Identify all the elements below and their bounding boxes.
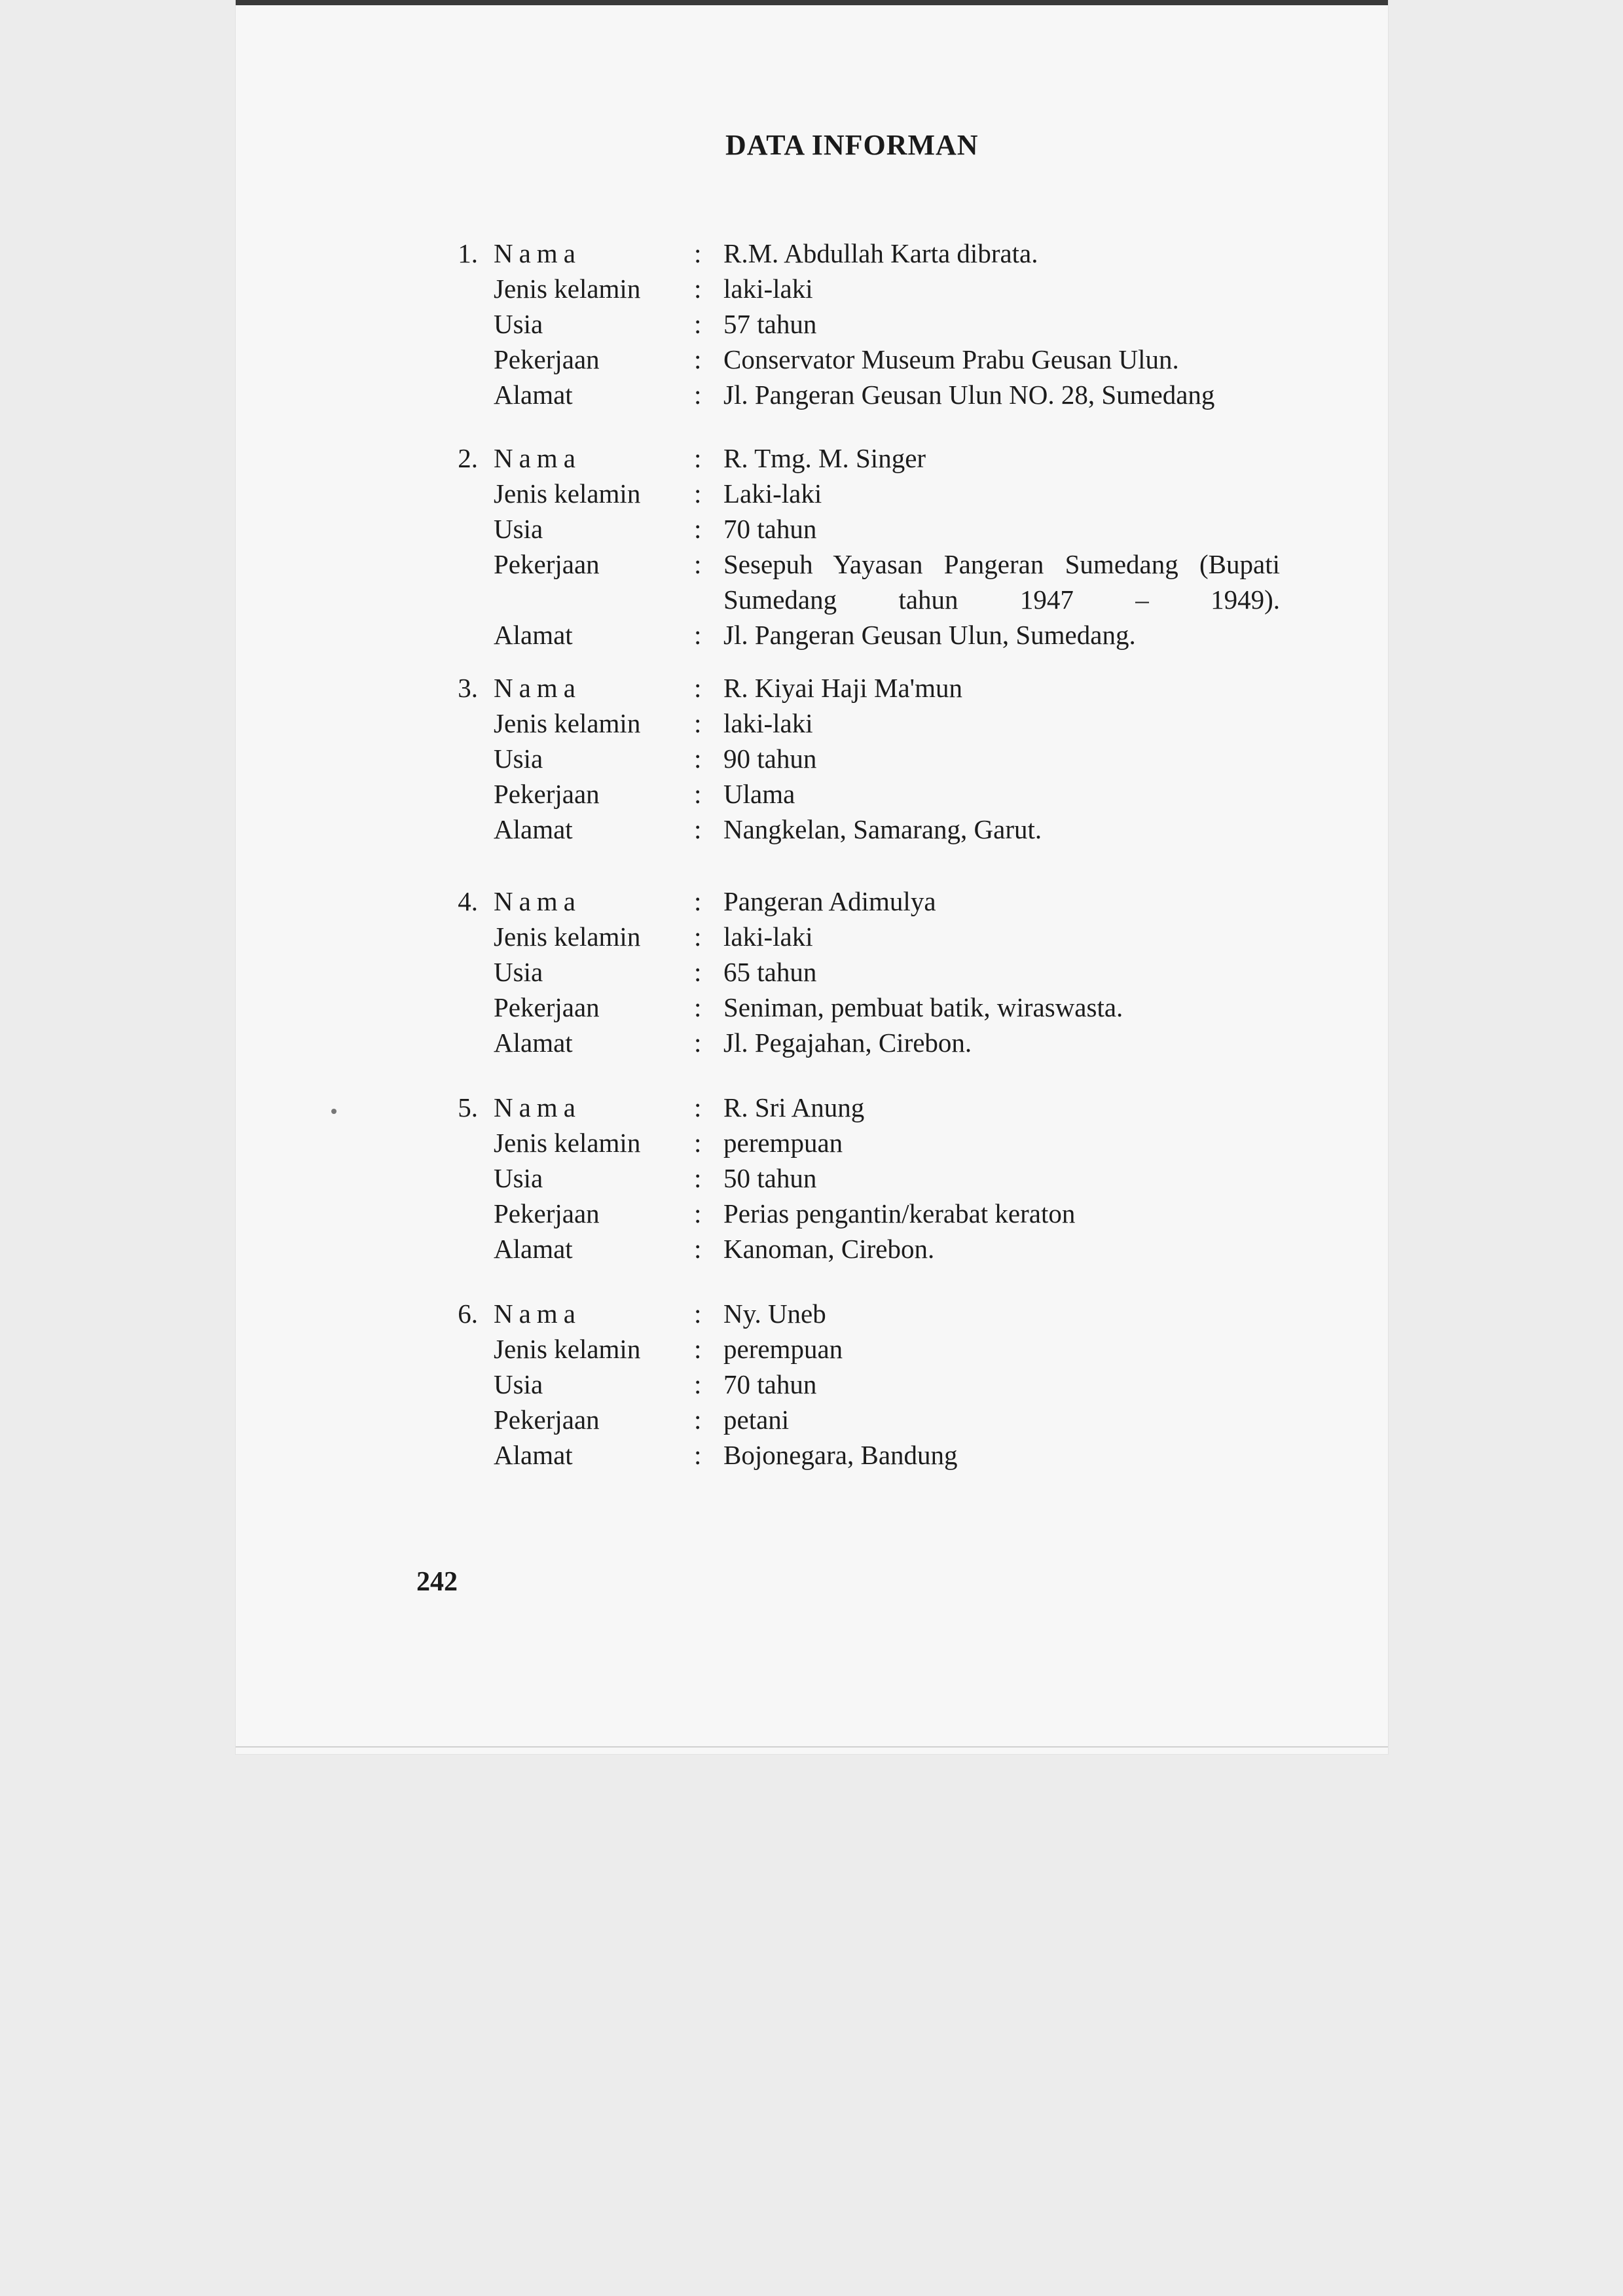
field-label: Nama bbox=[494, 673, 581, 703]
field-value: R. Kiyai Haji Ma'mun bbox=[723, 673, 962, 703]
field-separator: : bbox=[694, 238, 702, 268]
field-separator: : bbox=[694, 886, 702, 916]
page-number: 242 bbox=[416, 1567, 458, 1597]
field-value: perempuan bbox=[723, 1128, 843, 1158]
field-value: Jl. Pangeran Geusan Ulun, Sumedang. bbox=[723, 620, 1136, 650]
field-separator: : bbox=[694, 309, 702, 339]
field-value: Ny. Uneb bbox=[723, 1299, 826, 1329]
informant-entry bbox=[0, 236, 1623, 412]
field-label: Alamat bbox=[494, 1234, 573, 1264]
field-label: Usia bbox=[494, 1369, 543, 1399]
field-value: Jl. Pegajahan, Cirebon. bbox=[723, 1028, 972, 1058]
field-row-jenis-kelamin bbox=[0, 919, 1623, 954]
field-label: Alamat bbox=[494, 1028, 573, 1058]
field-label: Usia bbox=[494, 1163, 543, 1193]
field-separator: : bbox=[694, 344, 702, 374]
informant-entry bbox=[0, 884, 1623, 1060]
field-row-pekerjaan bbox=[0, 990, 1623, 1025]
field-separator: : bbox=[694, 478, 702, 509]
field-row-pekerjaan bbox=[0, 776, 1623, 812]
field-row-usia bbox=[0, 954, 1623, 990]
field-separator: : bbox=[694, 443, 702, 473]
field-row-alamat bbox=[0, 1025, 1623, 1060]
field-label: Nama bbox=[494, 1092, 581, 1122]
page-title: DATA INFORMAN bbox=[725, 129, 979, 161]
field-separator: : bbox=[694, 779, 702, 809]
field-separator: : bbox=[694, 620, 702, 650]
field-label: Nama bbox=[494, 886, 581, 916]
field-label: Jenis kelamin bbox=[494, 1334, 641, 1364]
field-label: Pekerjaan bbox=[494, 549, 600, 579]
field-label: Alamat bbox=[494, 814, 573, 844]
field-value: Kanoman, Cirebon. bbox=[723, 1234, 935, 1264]
field-label: Pekerjaan bbox=[494, 344, 600, 374]
field-separator: : bbox=[694, 1163, 702, 1193]
field-value: Seniman, pembuat batik, wiraswasta. bbox=[723, 992, 1123, 1022]
field-separator: : bbox=[694, 992, 702, 1022]
field-row-usia bbox=[0, 511, 1623, 547]
field-label: Jenis kelamin bbox=[494, 922, 641, 952]
entry-number: 3. bbox=[458, 673, 478, 703]
field-separator: : bbox=[694, 1334, 702, 1364]
field-row-jenis-kelamin bbox=[0, 1125, 1623, 1160]
field-row-nama bbox=[0, 1296, 1623, 1331]
field-value: R. Tmg. M. Singer bbox=[723, 443, 926, 473]
field-row-nama bbox=[0, 670, 1623, 706]
field-separator: : bbox=[694, 1299, 702, 1329]
field-row-alamat bbox=[0, 1231, 1623, 1266]
field-label: Usia bbox=[494, 309, 543, 339]
field-label: Alamat bbox=[494, 620, 573, 650]
field-label: Usia bbox=[494, 514, 543, 544]
field-label: Alamat bbox=[494, 380, 573, 410]
field-row-usia bbox=[0, 306, 1623, 342]
page-top-edge bbox=[236, 0, 1388, 5]
field-label: Nama bbox=[494, 238, 581, 268]
field-separator: : bbox=[694, 1092, 702, 1122]
field-value: Jl. Pangeran Geusan Ulun NO. 28, Sumedang bbox=[723, 380, 1215, 410]
field-row-nama bbox=[0, 884, 1623, 919]
informant-entry bbox=[0, 670, 1623, 847]
informant-entry bbox=[0, 440, 1623, 653]
field-row-jenis-kelamin bbox=[0, 271, 1623, 306]
field-label: Usia bbox=[494, 744, 543, 774]
field-label: Jenis kelamin bbox=[494, 274, 641, 304]
page-bottom-edge bbox=[236, 1746, 1388, 1748]
entry-number: 5. bbox=[458, 1092, 478, 1122]
field-value: 90 tahun bbox=[723, 744, 817, 774]
field-row-alamat bbox=[0, 812, 1623, 847]
field-separator: : bbox=[694, 514, 702, 544]
field-value: Conservator Museum Prabu Geusan Ulun. bbox=[723, 344, 1179, 374]
entry-number: 4. bbox=[458, 886, 478, 916]
field-separator: : bbox=[694, 744, 702, 774]
field-value: 70 tahun bbox=[723, 1369, 817, 1399]
field-row-usia bbox=[0, 1160, 1623, 1196]
field-value: 70 tahun bbox=[723, 514, 817, 544]
field-separator: : bbox=[694, 708, 702, 738]
field-value: 65 tahun bbox=[723, 957, 817, 987]
field-value: perempuan bbox=[723, 1334, 843, 1364]
field-row-pekerjaan bbox=[0, 1402, 1623, 1437]
field-row-jenis-kelamin bbox=[0, 1331, 1623, 1367]
field-row-nama bbox=[0, 440, 1623, 476]
field-separator: : bbox=[694, 1369, 702, 1399]
field-value: Laki-laki bbox=[723, 478, 822, 509]
field-value: 57 tahun bbox=[723, 309, 817, 339]
field-separator: : bbox=[694, 549, 702, 579]
field-value: Pangeran Adimulya bbox=[723, 886, 936, 916]
field-row-alamat bbox=[0, 1437, 1623, 1473]
field-separator: : bbox=[694, 1440, 702, 1470]
field-label: Nama bbox=[494, 443, 581, 473]
field-value: 50 tahun bbox=[723, 1163, 817, 1193]
field-row-usia bbox=[0, 741, 1623, 776]
field-value: Ulama bbox=[723, 779, 795, 809]
field-row-alamat bbox=[0, 377, 1623, 412]
field-label: Usia bbox=[494, 957, 543, 987]
field-separator: : bbox=[694, 957, 702, 987]
field-value: Sesepuh Yayasan Pangeran Sumedang (Bupati Sumedang tahun 1947 – 1949). bbox=[723, 549, 1280, 615]
field-separator: : bbox=[694, 673, 702, 703]
field-separator: : bbox=[694, 1128, 702, 1158]
field-value: Perias pengantin/kerabat keraton bbox=[723, 1198, 1076, 1229]
entry-number: 2. bbox=[458, 443, 478, 473]
field-value: R. Sri Anung bbox=[723, 1092, 865, 1122]
field-separator: : bbox=[694, 1198, 702, 1229]
field-label: Alamat bbox=[494, 1440, 573, 1470]
field-value: laki-laki bbox=[723, 708, 813, 738]
entry-number: 6. bbox=[458, 1299, 478, 1329]
field-row-jenis-kelamin bbox=[0, 706, 1623, 741]
field-row-nama bbox=[0, 1090, 1623, 1125]
field-row-pekerjaan bbox=[0, 342, 1623, 377]
field-row-jenis-kelamin bbox=[0, 476, 1623, 511]
field-row-alamat bbox=[0, 617, 1623, 653]
field-label: Pekerjaan bbox=[494, 992, 600, 1022]
field-separator: : bbox=[694, 922, 702, 952]
informant-entry bbox=[0, 1090, 1623, 1266]
field-label: Jenis kelamin bbox=[494, 478, 641, 509]
field-value: laki-laki bbox=[723, 274, 813, 304]
field-value: laki-laki bbox=[723, 922, 813, 952]
field-separator: : bbox=[694, 814, 702, 844]
field-separator: : bbox=[694, 1234, 702, 1264]
field-separator: : bbox=[694, 380, 702, 410]
field-value: R.M. Abdullah Karta dibrata. bbox=[723, 238, 1038, 268]
field-value: Bojonegara, Bandung bbox=[723, 1440, 958, 1470]
field-label: Pekerjaan bbox=[494, 1405, 600, 1435]
informant-entry bbox=[0, 1296, 1623, 1473]
field-label: Jenis kelamin bbox=[494, 1128, 641, 1158]
field-label: Pekerjaan bbox=[494, 779, 600, 809]
field-label: Nama bbox=[494, 1299, 581, 1329]
field-separator: : bbox=[694, 1028, 702, 1058]
entry-number: 1. bbox=[458, 238, 478, 268]
field-row-pekerjaan bbox=[0, 1196, 1623, 1231]
field-label: Jenis kelamin bbox=[494, 708, 641, 738]
field-row-usia bbox=[0, 1367, 1623, 1402]
field-value: petani bbox=[723, 1405, 790, 1435]
field-separator: : bbox=[694, 1405, 702, 1435]
field-row-nama bbox=[0, 236, 1623, 271]
field-separator: : bbox=[694, 274, 702, 304]
field-value: Nangkelan, Samarang, Garut. bbox=[723, 814, 1042, 844]
field-label: Pekerjaan bbox=[494, 1198, 600, 1229]
field-row-pekerjaan bbox=[0, 547, 1623, 617]
